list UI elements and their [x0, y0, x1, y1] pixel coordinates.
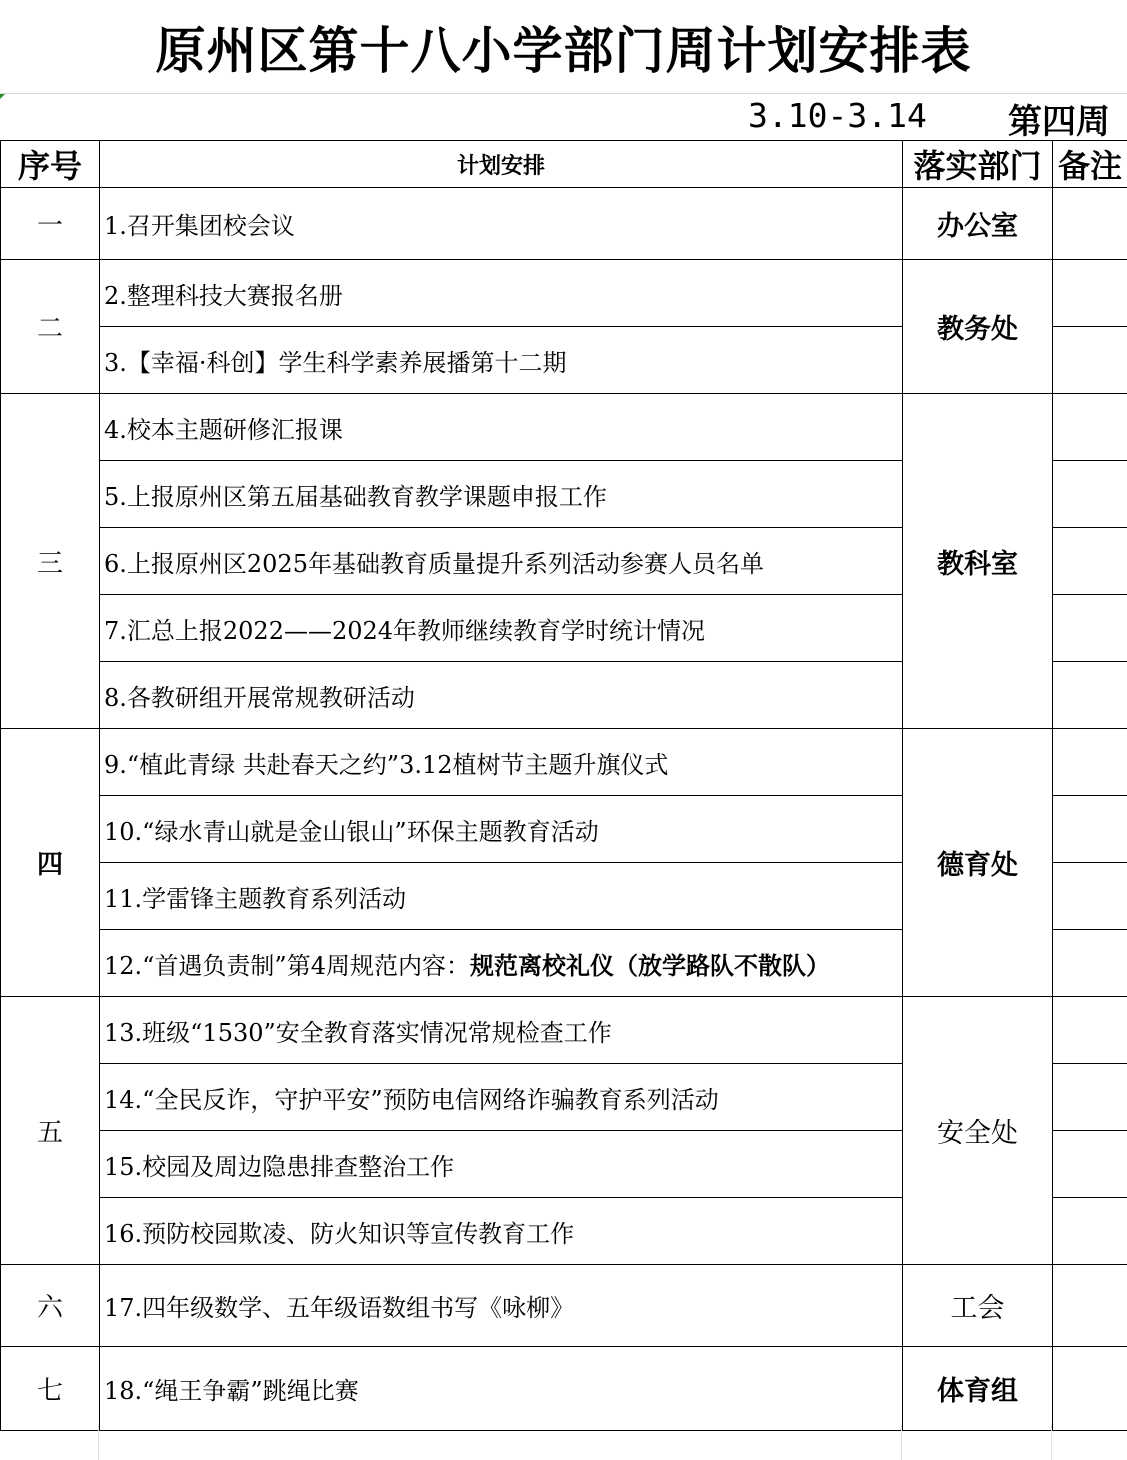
- note-cell: [1053, 796, 1127, 863]
- group-dept: 工会: [903, 1265, 1053, 1347]
- group-seq: 四: [1, 729, 100, 997]
- note-cell: [1053, 863, 1127, 930]
- grid-line: [1051, 1424, 1052, 1460]
- note-cell: [1053, 930, 1127, 997]
- table-row: [1, 394, 1127, 461]
- note-cell: [1053, 1198, 1127, 1265]
- plan-item: 6.上报原州区2025年基础教育质量提升系列活动参赛人员名单: [100, 528, 903, 595]
- note-cell: [1053, 394, 1127, 461]
- note-cell: [1053, 1131, 1127, 1198]
- group-seq: 三: [1, 394, 100, 729]
- group-dept: 安全处: [903, 997, 1053, 1265]
- note-cell: [1053, 327, 1127, 394]
- plan-item: 7.汇总上报2022——2024年教师继续教育学时统计情况: [100, 595, 903, 662]
- group-seq: 二: [1, 260, 100, 394]
- group-dept: 德育处: [903, 729, 1053, 997]
- date-range: 3.10-3.14: [748, 96, 927, 135]
- plan-item: 5.上报原州区第五届基础教育教学课题申报工作: [100, 461, 903, 528]
- plan-item: 15.校园及周边隐患排查整治工作: [100, 1131, 903, 1198]
- note-cell: [1053, 188, 1127, 260]
- plan-item: 8.各教研组开展常规教研活动: [100, 662, 903, 729]
- note-cell: [1053, 595, 1127, 662]
- plan-item: 2.整理科技大赛报名册: [100, 260, 903, 327]
- note-cell: [1053, 1265, 1127, 1347]
- grid-line: [901, 1424, 902, 1460]
- note-cell: [1053, 1064, 1127, 1131]
- week-label: 第四周: [1008, 102, 1110, 142]
- header-seq: 序号: [1, 141, 100, 188]
- empty-grid-area: [0, 1424, 1127, 1460]
- header-row: [1, 141, 1127, 188]
- note-cell: [1053, 729, 1127, 796]
- plan-item: 16.预防校园欺凌、防火知识等宣传教育工作: [100, 1198, 903, 1265]
- grid-line: [98, 1424, 99, 1460]
- page-title: 原州区第十八小学部门周计划安排表: [155, 21, 972, 80]
- plan-item-text: 12.“首遇负责制”第4周规范内容：: [104, 951, 470, 980]
- note-cell: [1053, 662, 1127, 729]
- note-cell: [1053, 997, 1127, 1064]
- plan-item: 4.校本主题研修汇报课: [100, 394, 903, 461]
- plan-item: 9.“植此青绿 共赴春天之约”3.12植树节主题升旗仪式: [100, 729, 903, 796]
- plan-item: [100, 930, 903, 997]
- table-row: [1, 1347, 1127, 1431]
- table-row: [1, 188, 1127, 260]
- note-cell: [1053, 260, 1127, 327]
- group-seq: 一: [1, 188, 100, 260]
- group-dept: 体育组: [903, 1347, 1053, 1431]
- note-cell: [1053, 1347, 1127, 1431]
- group-seq: 七: [1, 1347, 100, 1431]
- plan-item: 13.班级“1530”安全教育落实情况常规检查工作: [100, 997, 903, 1064]
- table-row: [1, 997, 1127, 1064]
- plan-item: 1.召开集团校会议: [100, 188, 903, 260]
- group-dept: 教科室: [903, 394, 1053, 729]
- note-cell: [1053, 528, 1127, 595]
- header-dept: 落实部门: [903, 141, 1053, 188]
- plan-table: [0, 140, 1127, 1431]
- date-row: [0, 94, 1127, 140]
- table-row: [1, 1265, 1127, 1347]
- group-seq: 五: [1, 997, 100, 1265]
- group-dept: 办公室: [903, 188, 1053, 260]
- note-cell: [1053, 461, 1127, 528]
- plan-item: 14.“全民反诈，守护平安”预防电信网络诈骗教育系列活动: [100, 1064, 903, 1131]
- plan-item-emphasis: 规范离校礼仪（放学路队不散队）: [469, 950, 830, 980]
- plan-item: 18.“绳王争霸”跳绳比赛: [100, 1347, 903, 1431]
- plan-item: 11.学雷锋主题教育系列活动: [100, 863, 903, 930]
- group-dept: 教务处: [903, 260, 1053, 394]
- plan-item: 10.“绿水青山就是金山银山”环保主题教育活动: [100, 796, 903, 863]
- table-row: [1, 260, 1127, 327]
- header-note: 备注: [1053, 141, 1127, 188]
- table-row: [1, 729, 1127, 796]
- plan-item: 17.四年级数学、五年级语数组书写《咏柳》: [100, 1265, 903, 1347]
- header-plan: 计划安排: [100, 141, 903, 188]
- plan-item: 3.【幸福·科创】学生科学素养展播第十二期: [100, 327, 903, 394]
- group-seq: 六: [1, 1265, 100, 1347]
